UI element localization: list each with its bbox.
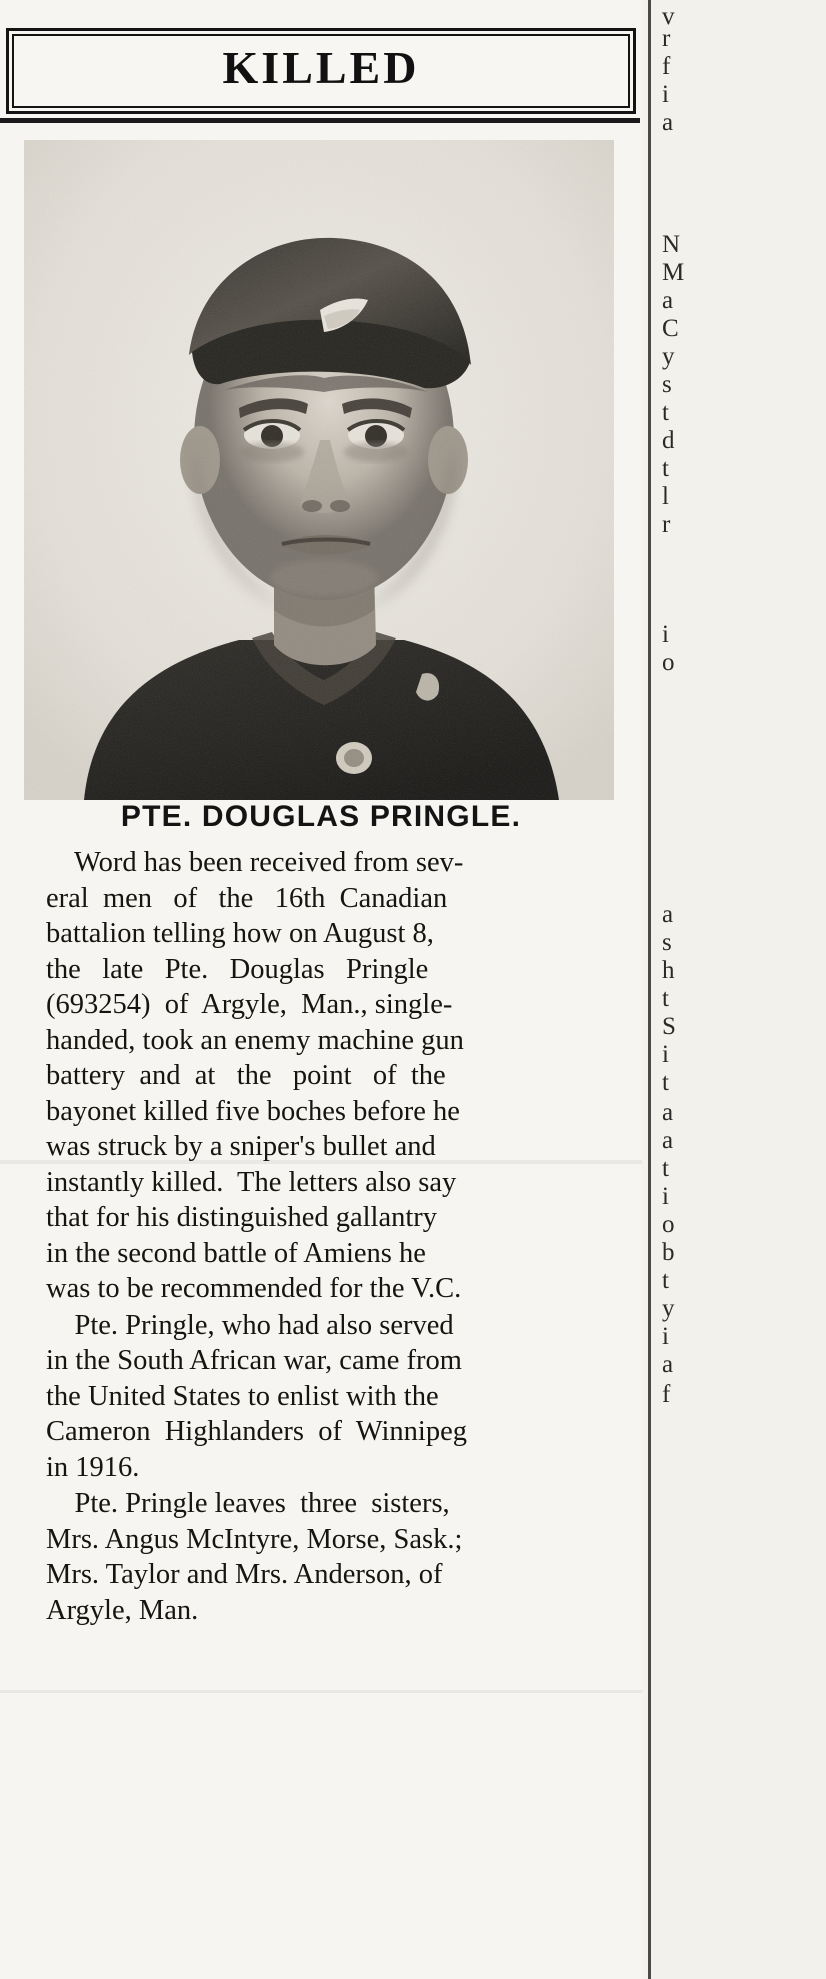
adjacent-newspaper-column bbox=[648, 0, 826, 1979]
horizontal-rule bbox=[0, 118, 640, 123]
article-line: (693254) of Argyle, Man., single- bbox=[46, 989, 453, 1020]
column-text-fragment: d bbox=[662, 427, 675, 454]
article-line: bayonet killed five boches before he bbox=[46, 1095, 460, 1127]
column-text-fragment: t bbox=[662, 1069, 669, 1096]
paragraph-1 bbox=[10, 845, 634, 1307]
column-text-fragment: t bbox=[662, 399, 669, 426]
scan-smudge bbox=[0, 1690, 642, 1693]
column-text-fragment: h bbox=[662, 957, 675, 984]
column-divider-rule bbox=[648, 0, 651, 1979]
article-line: the United States to enlist with the bbox=[46, 1380, 439, 1412]
column-text-fragment: l bbox=[662, 483, 669, 510]
article-line: in the South African war, came from bbox=[46, 1345, 462, 1376]
column-text-fragment: s bbox=[662, 929, 672, 956]
column-text-fragment: b bbox=[662, 1239, 675, 1266]
column-text-fragment: a bbox=[662, 109, 674, 136]
column-text-fragment: S bbox=[662, 1013, 676, 1040]
column-text-fragment: a bbox=[662, 1351, 674, 1378]
headline-box bbox=[6, 28, 636, 114]
column-text-fragment: M bbox=[662, 259, 685, 286]
article-line: eral men of the 16th Canadian bbox=[46, 882, 448, 914]
column-text-fragment: a bbox=[662, 1127, 674, 1154]
article-line: was struck by a sniper's bullet and bbox=[46, 1131, 436, 1162]
article-line: handed, took an enemy machine gun bbox=[46, 1024, 464, 1056]
column-text-fragment: i bbox=[662, 1041, 669, 1068]
column-text-fragment: r bbox=[662, 511, 671, 538]
column-text-fragment: N bbox=[662, 231, 681, 258]
article-line: in 1916. bbox=[46, 1451, 140, 1483]
column-text-fragment: i bbox=[662, 81, 669, 108]
column-text-fragment: t bbox=[662, 1267, 669, 1294]
column-text-fragment: r bbox=[662, 25, 671, 52]
article-line: Word has been received from sev- bbox=[46, 847, 464, 878]
column-text-fragment: s bbox=[662, 371, 672, 398]
article-line: that for his distinguished gallantry bbox=[46, 1202, 438, 1233]
article-line: instantly killed. The letters also say bbox=[46, 1166, 457, 1198]
column-text-fragment: i bbox=[662, 621, 669, 648]
article-line: the late Pte. Douglas Pringle bbox=[46, 953, 429, 985]
article-line: Argyle, Man. bbox=[46, 1594, 199, 1626]
column-text-fragment: v bbox=[662, 3, 675, 30]
article-line: in the second battle of Amiens he bbox=[46, 1237, 426, 1269]
column-text-fragment: t bbox=[662, 985, 669, 1012]
soldier-portrait-illustration bbox=[24, 140, 614, 800]
headline-killed: KILLED bbox=[222, 42, 420, 93]
column-text-fragment: a bbox=[662, 1099, 674, 1126]
article-line: battery and at the point of the bbox=[46, 1060, 446, 1091]
article-line: Pte. Pringle, who had also served bbox=[46, 1309, 454, 1341]
column-text-fragment: a bbox=[662, 287, 674, 314]
column-text-fragment: y bbox=[662, 343, 675, 370]
article-line: was to be recommended for the V.C. bbox=[46, 1273, 462, 1304]
column-text-fragment: o bbox=[662, 649, 675, 676]
article-body bbox=[10, 845, 634, 1629]
photo-caption: PTE. DOUGLAS PRINGLE. bbox=[120, 800, 522, 833]
article-line: Cameron Highlanders of Winnipeg bbox=[46, 1416, 467, 1447]
column-text-fragment: a bbox=[662, 901, 674, 928]
paragraph-2 bbox=[10, 1308, 634, 1486]
column-text-fragment: y bbox=[662, 1295, 675, 1322]
column-text-fragment: i bbox=[662, 1323, 669, 1350]
column-text-fragment: t bbox=[662, 455, 669, 482]
column-text-fragment: C bbox=[662, 315, 679, 342]
portrait-photo bbox=[24, 140, 614, 800]
article-line: Mrs. Taylor and Mrs. Anderson, of bbox=[46, 1559, 443, 1590]
article-line: Mrs. Angus McIntyre, Morse, Sask.; bbox=[46, 1523, 463, 1555]
column-text-fragment: f bbox=[662, 53, 671, 80]
column-text-fragment: i bbox=[662, 1183, 669, 1210]
article-line: battalion telling how on August 8, bbox=[46, 918, 434, 949]
article-line: Pte. Pringle leaves three sisters, bbox=[46, 1488, 450, 1519]
column-text-fragment: f bbox=[662, 1381, 671, 1408]
column-text-fragment: o bbox=[662, 1211, 675, 1238]
paragraph-3 bbox=[10, 1486, 634, 1628]
column-text-fragment: t bbox=[662, 1155, 669, 1182]
